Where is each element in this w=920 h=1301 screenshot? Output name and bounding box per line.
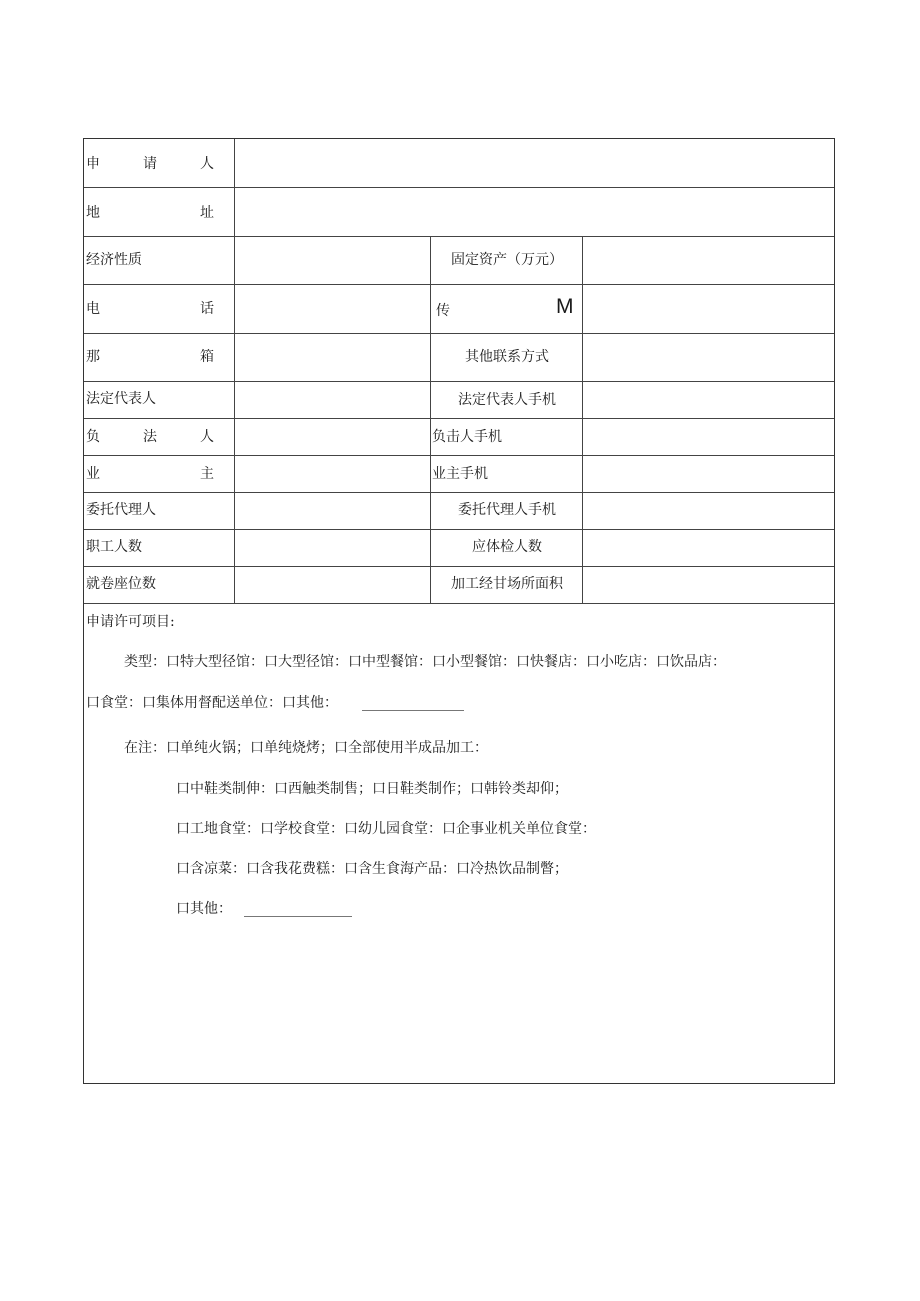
permit-type-line: 类型：口特大型径馆：口大型径馆：口中型餐馆：口小型餐馆：口快餐店：口小吃店：口饮品店： <box>124 654 726 670</box>
label-processing-area: 加工经甘场所面积 <box>451 576 563 592</box>
other-remark-blank[interactable] <box>244 916 352 917</box>
label-char: 电 <box>86 301 100 317</box>
row-divider <box>84 418 834 419</box>
label-fax: 传 <box>436 303 450 319</box>
permit-remark-line: 在注：口单纯火锅；口单纯烧烤；口全部使用半成品加工： <box>124 740 488 756</box>
column-divider <box>234 139 235 603</box>
application-form-table <box>83 138 835 1084</box>
column-divider <box>582 236 583 603</box>
label-email <box>86 348 214 366</box>
processing-area-field[interactable] <box>584 568 832 601</box>
agent-field[interactable] <box>236 494 428 527</box>
label-fax-glyph: M <box>556 295 574 318</box>
permit-remark-line-3: 口工地食堂：口学校食堂：口幼儿园食堂：口企事业机关单位食堂： <box>176 821 596 837</box>
label-owner-mobile: 业主手机 <box>432 466 488 482</box>
person-in-charge-mobile-field[interactable] <box>584 420 832 453</box>
label-char: 话 <box>200 301 214 317</box>
permit-section-title: 申请许可项目: <box>86 614 175 630</box>
row-divider <box>84 333 834 334</box>
permit-remark-line-4: 口含凉菜：口含我花费糕：口含生食海产品：口冷热饮品制瞥； <box>176 861 568 877</box>
owner-field[interactable] <box>236 457 428 490</box>
label-char: 请 <box>143 156 157 172</box>
row-divider <box>84 566 834 567</box>
row-divider <box>84 529 834 530</box>
label-agent: 委托代理人 <box>86 502 156 518</box>
label-char: 负 <box>86 429 100 445</box>
health-check-count-field[interactable] <box>584 531 832 564</box>
label-agent-mobile: 委托代理人手机 <box>458 502 556 518</box>
agent-mobile-field[interactable] <box>584 494 832 527</box>
label-char: 人 <box>200 429 214 445</box>
row-divider <box>84 381 834 382</box>
legal-representative-field[interactable] <box>236 383 428 416</box>
label-applicant <box>86 155 214 173</box>
label-char: 主 <box>200 466 214 482</box>
label-char: 地 <box>86 205 100 221</box>
label-char: 那 <box>86 349 100 365</box>
label-seat-count: 就卷座位数 <box>86 576 156 592</box>
applicant-field[interactable] <box>236 141 832 185</box>
seat-count-field[interactable] <box>236 568 428 601</box>
row-divider <box>84 187 834 188</box>
other-contact-field[interactable] <box>584 335 832 379</box>
label-char: 人 <box>200 156 214 172</box>
label-person-in-charge-mobile: 负击人手机 <box>432 429 502 445</box>
label-char: 箱 <box>200 349 214 365</box>
label-legal-rep-mobile: 法定代表人手机 <box>458 392 556 408</box>
row-divider <box>84 603 834 604</box>
employee-count-field[interactable] <box>236 531 428 564</box>
row-divider <box>84 236 834 237</box>
person-in-charge-field[interactable] <box>236 420 428 453</box>
label-char: 法 <box>143 429 157 445</box>
label-fixed-assets: 固定资产（万元） <box>451 252 563 268</box>
label-health-check-count: 应体检人数 <box>472 539 542 555</box>
label-phone <box>86 300 214 318</box>
label-legal-representative: 法定代表人 <box>86 391 156 407</box>
permit-remark-line-2: 口中鞋类制伸：口西触类制售；口日鞋类制作；口韩铃类却仰； <box>176 781 568 797</box>
other-type-blank[interactable] <box>362 710 464 711</box>
label-person-in-charge <box>86 428 214 446</box>
label-other-contact: 其他联系方式 <box>465 349 549 365</box>
permit-remark-other: 口其他： <box>176 901 232 917</box>
label-char: 业 <box>86 466 100 482</box>
phone-field[interactable] <box>236 286 428 331</box>
row-divider <box>84 492 834 493</box>
owner-mobile-field[interactable] <box>584 457 832 490</box>
fax-field[interactable] <box>584 286 832 331</box>
email-field[interactable] <box>236 335 428 379</box>
label-address <box>86 204 214 222</box>
permit-type-line-2: 口食堂：口集体用督配送单位：口其他： <box>86 695 338 711</box>
label-employee-count: 职工人数 <box>86 539 142 555</box>
label-char: 址 <box>200 205 214 221</box>
label-char: 申 <box>86 156 100 172</box>
row-divider <box>84 284 834 285</box>
legal-rep-mobile-field[interactable] <box>584 383 832 416</box>
economic-nature-field[interactable] <box>236 238 428 282</box>
label-owner <box>86 465 214 483</box>
row-divider <box>84 455 834 456</box>
column-divider <box>430 236 431 603</box>
fixed-assets-field[interactable] <box>584 238 832 282</box>
label-economic-nature: 经济性质 <box>86 252 142 268</box>
address-field[interactable] <box>236 189 832 234</box>
